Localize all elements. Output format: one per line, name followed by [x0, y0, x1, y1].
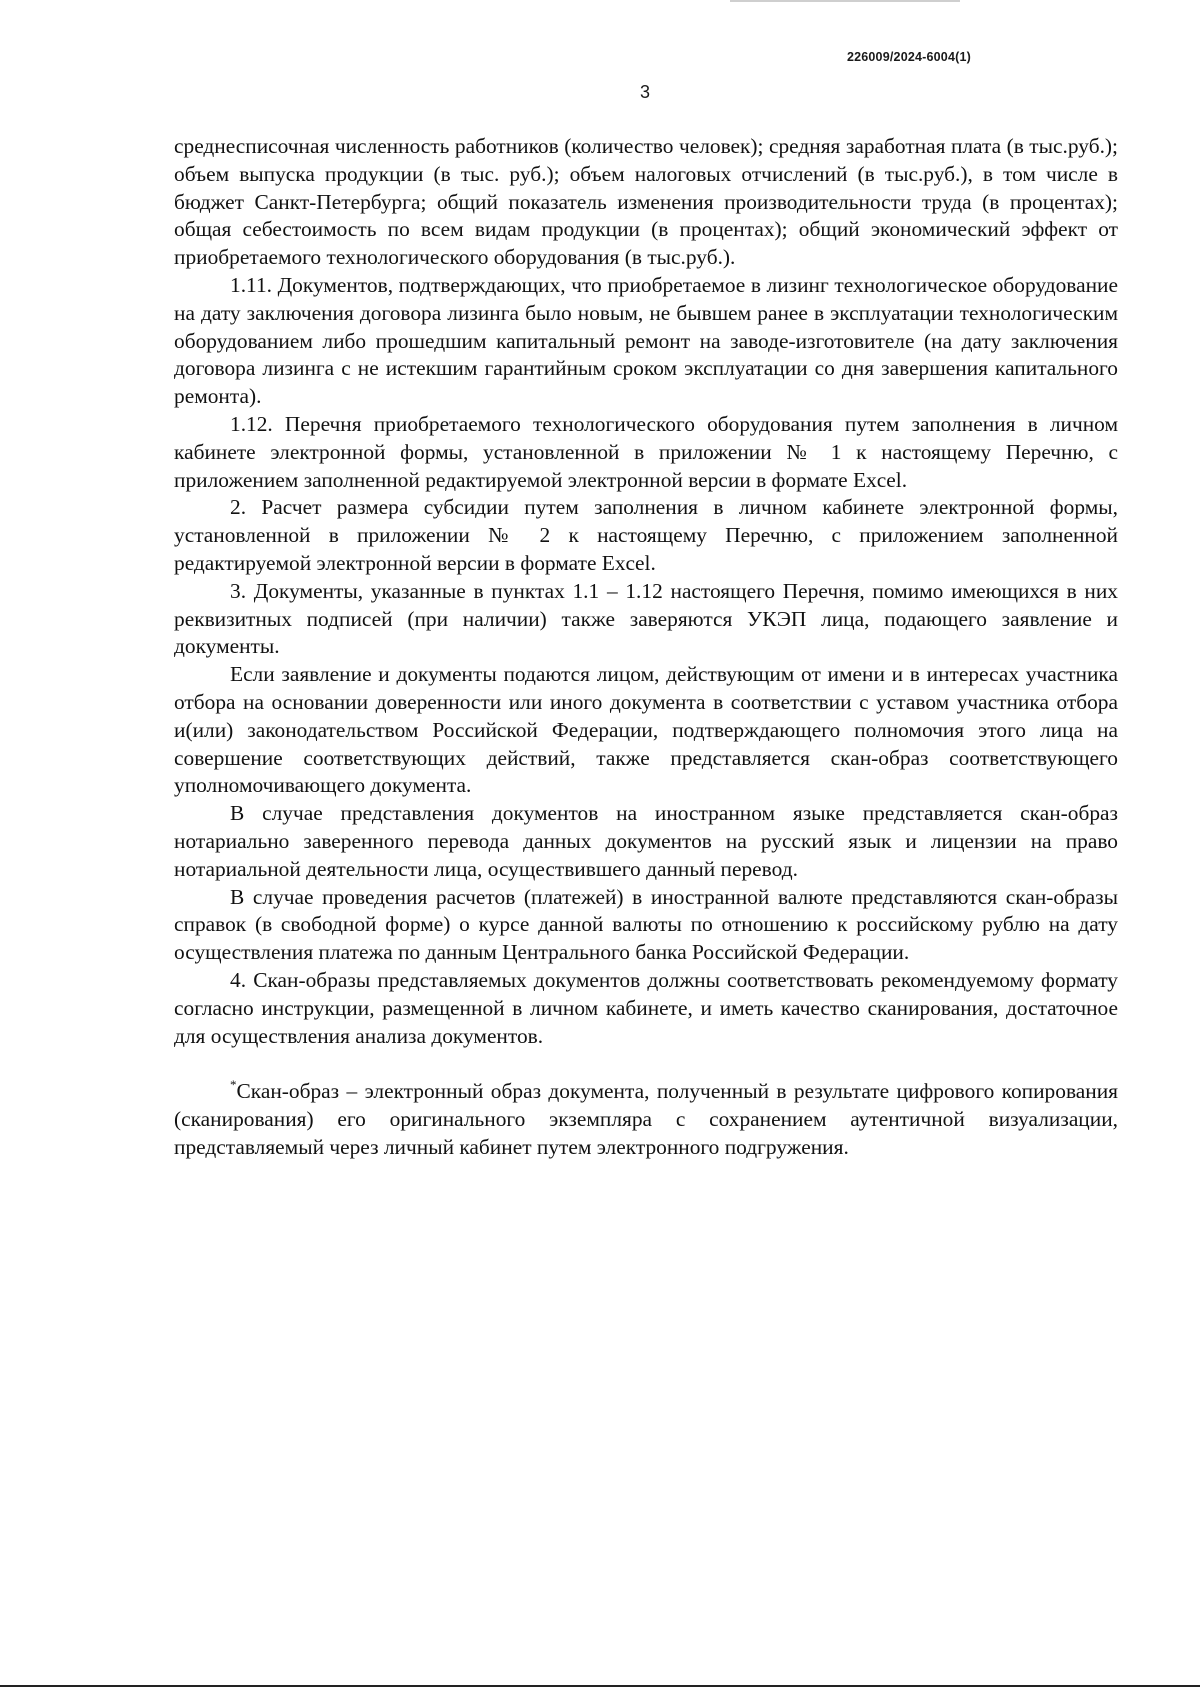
- document-body: [174, 133, 1118, 1162]
- paragraph-2: 2. Расчет размера субсидии путем заполнения в личном кабинете электронной формы, установленной в приложении № 2 к настоящему Перечню, с приложением заполненной редактируемой электронной версии в формате Excel.: [174, 495, 1118, 575]
- paragraph-representative: Если заявление и документы подаются лицом, действующим от имени и в интересах участника отбора на основании доверенности или иного документа в соответствии с уставом участника отбора и(или) законодательством Российской Федерации, подтверждающего полномочия этого лица на совершение соответствующих действий, также представляется скан-образ соответствующего уполномочивающего документа.: [174, 662, 1118, 798]
- paragraph-3: 3. Документы, указанные в пунктах 1.1 – 1.12 настоящего Перечня, помимо имеющихся в них реквизитных подписей (при наличии) также заверяются УКЭП лица, подающего заявление и документы.: [174, 578, 1118, 659]
- scan-artifact-line: [730, 0, 960, 2]
- page-bottom-border: [0, 1685, 1200, 1687]
- paragraph-foreign-currency: В случае проведения расчетов (платежей) в иностранной валюте представляются скан-образы справок (в свободной форме) о курсе данной валюты по отношению к российскому рублю на дату осуществления платежа по данным Центрального банка Российской Федерации.: [174, 884, 1118, 965]
- footnote-text: Скан-образ – электронный образ документа, полученный в результате цифрового копирования (сканирования) его оригинального экземпляра с сохранением аутентичной визуализации, представляемый через личный кабинет путем электронного подгружения.: [174, 1079, 1118, 1159]
- paragraph-foreign-language: В случае представления документов на иностранном языке представляется скан-образ нотариально заверенного перевода данных документов на русский язык и лицензии на право нотариальной деятельности лица, осуществившего данный перевод.: [174, 801, 1118, 881]
- footnote-mark: *: [230, 1077, 237, 1093]
- paragraph-continuation: среднесписочная численность работников (количество человек); средняя заработная плата (в тыс.руб.); объем выпуска продукции (в тыс. руб.); объем налоговых отчислений (в тыс.руб.), в том числе в бюджет Санкт-Петербурга; общий показатель изменения производительности труда (в процентах); общая себестоимость по всем видам продукции (в процентах); общий экономический эффект от приобретаемого технологического оборудования (в тыс.руб.).: [174, 134, 1118, 270]
- paragraph-1-12: 1.12. Перечня приобретаемого технологического оборудования путем заполнения в личном кабинете электронной формы, установленной в приложении № 1 к настоящему Перечню, с приложением заполненной редактируемой электронной версии в формате Excel.: [174, 411, 1118, 492]
- paragraph-1-11: 1.11. Документов, подтверждающих, что приобретаемое в лизинг технологическое оборудование на дату заключения договора лизинга было новым, не бывшем ранее в эксплуатации технологическим оборудованием либо прошедшим капитальный ремонт на заводе-изготовителе (на дату заключения договора лизинга с не истекшим гарантийным сроком эксплуатации со дня завершения капитального ремонта).: [174, 272, 1118, 409]
- document-number: 226009/2024-6004(1): [846, 50, 971, 64]
- paragraph-4: 4. Скан-образы представляемых документов должны соответствовать рекомендуемому формату согласно инструкции, размещенной в личном кабинете, и иметь качество сканирования, достаточное для осуществления анализа документов.: [174, 967, 1118, 1048]
- footnote: [174, 1078, 1118, 1161]
- page-number: 3: [639, 82, 650, 102]
